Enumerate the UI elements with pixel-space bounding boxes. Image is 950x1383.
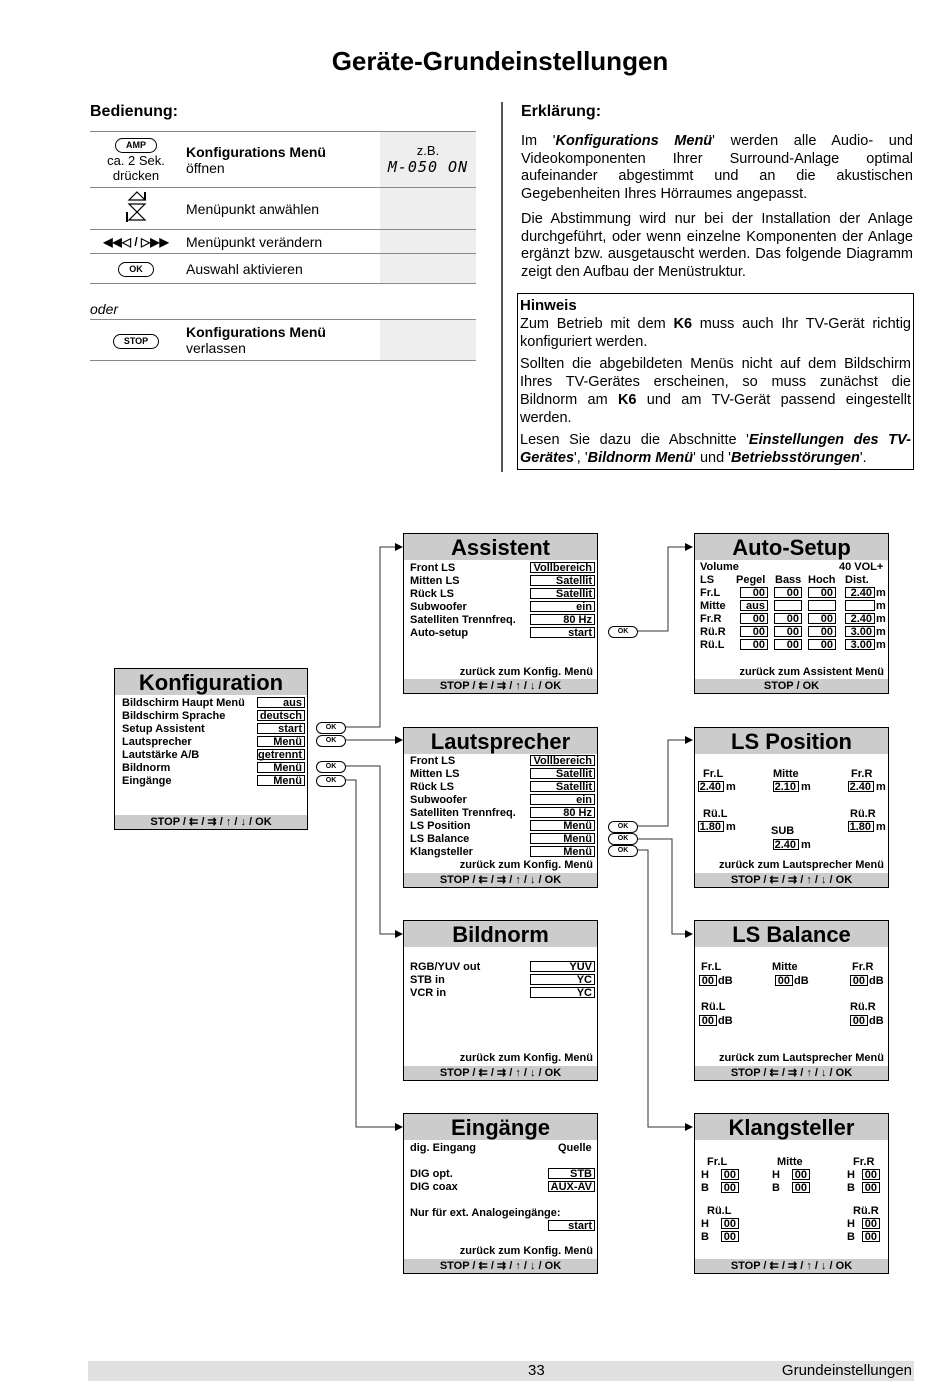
row-text: verlassen — [186, 340, 246, 356]
assistent-menu — [403, 533, 598, 694]
menu-value: 00 — [850, 975, 868, 986]
menu-value: YUV — [530, 961, 595, 972]
ok-button-icon: OK — [316, 761, 346, 773]
menu-value: start — [257, 723, 305, 734]
menu-label: SUB — [771, 825, 795, 837]
menu-label: Fr.L — [703, 768, 724, 780]
menu-value: 2.40 — [698, 781, 724, 792]
menu-label: Fr.L — [700, 587, 721, 599]
unit: dB — [794, 975, 809, 987]
menu-title: Eingänge — [404, 1114, 597, 1140]
menu-value: Satellit — [530, 588, 595, 599]
ok-button-icon: OK — [316, 775, 346, 787]
menu-title: Lautsprecher — [404, 728, 597, 754]
menu-label: Fr.L — [701, 961, 722, 973]
menu-label: Fr.R — [700, 613, 722, 625]
eingaenge-menu — [403, 1113, 598, 1274]
menu-label: VCR in — [410, 987, 447, 999]
menu-value: 00 — [740, 626, 768, 637]
menu-value: 00 — [721, 1182, 739, 1193]
menu-title: Bildnorm — [404, 921, 597, 947]
menu-label: Mitte — [777, 1156, 803, 1168]
menu-value: 00 — [862, 1218, 880, 1229]
ok-key-icon: OK — [118, 262, 154, 277]
back-link: zurück zum Konfig. Menü — [459, 666, 593, 678]
row-text-bold: Konfigurations Menü — [186, 143, 326, 160]
menu-value: AUX-AV — [548, 1181, 595, 1192]
menu-value: aus — [257, 697, 305, 708]
menu-value: YC — [530, 987, 595, 998]
menu-value: 00 — [740, 639, 768, 650]
menu-label: Bildschirm Sprache — [122, 710, 226, 722]
menu-value: Satellit — [530, 768, 595, 779]
menu-footer: STOP / ⇇ / ⇉ / ↑ / ↓ / OK — [695, 873, 888, 887]
menu-label: Mitte — [772, 961, 798, 973]
menu-label: LS Position — [410, 820, 471, 832]
menu-footer: STOP / OK — [695, 679, 888, 693]
unit: m — [801, 781, 811, 793]
menu-label: Mitten LS — [410, 575, 460, 587]
menu-value: 00 — [862, 1182, 880, 1193]
menu-label: Front LS — [410, 562, 456, 574]
menu-footer: STOP / ⇇ / ⇉ / ↑ / ↓ / OK — [404, 679, 597, 693]
text: muss auch Ihr TV-Gerät richtig konfiguriert werden. — [520, 316, 911, 350]
menu-value — [845, 600, 875, 611]
menu-label: Klangsteller — [410, 846, 473, 858]
menu-label: Rü.L — [707, 1205, 732, 1217]
menu-label: STB in — [410, 974, 445, 986]
menu-label: Quelle — [558, 1142, 592, 1154]
erklaerung-paragraph: Die Abstimmung wird nur bei der Installation der Anlage durchgeführt, oder wenn einzelne Komponenten der Anlage ergänzt bzw. ausgetauscht werden. Das folgende Diagramm zeigt den Aufbau der Menüstruktur. — [521, 211, 913, 280]
menu-label: Subwoofer — [410, 794, 467, 806]
menu-value: Satellit — [530, 575, 595, 586]
menu-footer: STOP / ⇇ / ⇉ / ↑ / ↓ / OK — [404, 1066, 597, 1080]
menu-value: 2.40 — [845, 587, 875, 598]
menu-label: Auto-setup — [410, 627, 469, 639]
menu-value: start — [530, 627, 595, 638]
col-header: LS — [700, 574, 715, 586]
menu-title: LS Position — [695, 728, 888, 754]
menu-value: Satellit — [530, 781, 595, 792]
menu-value: 2.40 — [773, 839, 799, 850]
menu-label: dig. Eingang — [410, 1142, 476, 1154]
menu-value: 00 — [808, 639, 836, 650]
unit: dB — [718, 975, 733, 987]
menu-label: Rü.R — [850, 1001, 876, 1013]
menu-label: Setup Assistent — [122, 723, 205, 735]
menu-value: 00 — [774, 587, 802, 598]
col-header: Dist. — [845, 574, 869, 586]
menu-label: DIG coax — [410, 1181, 458, 1193]
row-text-bold: Konfigurations Menü — [186, 324, 326, 340]
menu-value: 00 — [792, 1169, 810, 1180]
text-em: Betriebsstörungen — [730, 450, 860, 466]
autosetup-menu — [694, 533, 889, 694]
zb-label: z.B. — [416, 143, 440, 158]
text: Sollten die abgebildeten Menüs nicht auf dem Bildschirm Ihres TV-Gerätes erscheinen, so muss zunächst die Bildnorm am — [520, 356, 911, 408]
menu-label: B — [772, 1182, 780, 1194]
menu-title: Konfiguration — [115, 669, 307, 695]
konfiguration-menu — [114, 668, 308, 830]
menu-value: 00 — [740, 587, 768, 598]
ls-position-menu — [694, 727, 889, 888]
ok-button-icon: OK — [608, 626, 638, 638]
menu-value: Menü — [530, 820, 595, 831]
row-text: Menüpunkt anwählen — [182, 188, 380, 230]
bildnorm-menu — [403, 920, 598, 1081]
menu-value: Menü — [530, 846, 595, 857]
menu-value: 80 Hz — [530, 807, 595, 818]
menu-footer: STOP / ⇇ / ⇉ / ↑ / ↓ / OK — [695, 1259, 888, 1273]
menu-value: 00 — [808, 587, 836, 598]
row-text: Auswahl aktivieren — [182, 254, 380, 284]
menu-value: 00 — [774, 639, 802, 650]
menu-footer: STOP / ⇇ / ⇉ / ↑ / ↓ / OK — [404, 873, 597, 887]
menu-label: Subwoofer — [410, 601, 467, 613]
menu-value: 00 — [774, 613, 802, 624]
bedienung-heading: Bedienung: — [90, 103, 178, 120]
menu-label: Rü.L — [701, 1001, 726, 1013]
menu-label: Volume — [700, 561, 739, 573]
menu-value: 00 — [774, 626, 802, 637]
menu-label: Eingänge — [122, 775, 172, 787]
menu-label: Rück LS — [410, 588, 455, 600]
menu-value: 00 — [775, 975, 793, 986]
menu-label: B — [847, 1231, 855, 1243]
back-link: zurück zum Konfig. Menü — [459, 1052, 593, 1064]
menu-label: Front LS — [410, 755, 456, 767]
menu-label: Rü.R — [850, 808, 876, 820]
klangsteller-menu — [694, 1113, 889, 1274]
menu-value: STB — [548, 1168, 595, 1179]
menu-value: 1.80 — [698, 821, 724, 832]
unit: m — [876, 600, 886, 612]
menu-label: Fr.R — [853, 1156, 875, 1168]
text-bold: K6 — [673, 316, 693, 332]
menu-label: Rü.L — [703, 808, 728, 820]
display-readout: M-050 ON — [387, 158, 469, 176]
menu-label: Bildschirm Haupt Menü — [122, 697, 245, 709]
menu-value: 00 — [721, 1169, 739, 1180]
menu-value: deutsch — [257, 710, 305, 721]
page-footer — [88, 1361, 914, 1381]
menu-value: 00 — [850, 1015, 868, 1026]
back-link: zurück zum Konfig. Menü — [459, 859, 593, 871]
ok-button-icon: OK — [608, 821, 638, 833]
menu-title: LS Balance — [695, 921, 888, 947]
menu-value: getrennt — [257, 749, 305, 760]
text: '. — [859, 450, 867, 466]
text: Lesen Sie dazu die Abschnitte ' — [520, 432, 749, 448]
unit: dB — [869, 975, 884, 987]
col-header: Pegel — [736, 574, 766, 586]
text-bold: K6 — [617, 392, 637, 408]
menu-label: Mitte — [700, 600, 726, 612]
stop-key-icon: STOP — [113, 334, 159, 349]
page-title: Geräte-Grundeinstellungen — [331, 46, 669, 76]
menu-label: B — [847, 1182, 855, 1194]
page-number: 33 — [528, 1362, 545, 1379]
menu-footer: STOP / ⇇ / ⇉ / ↑ / ↓ / OK — [695, 1066, 888, 1080]
menu-value: 00 — [808, 613, 836, 624]
menu-value: Menü — [257, 762, 305, 773]
menu-label: Fr.L — [707, 1156, 728, 1168]
unit: m — [876, 639, 886, 651]
unit: m — [876, 587, 886, 599]
unit: m — [726, 821, 736, 833]
unit: m — [876, 821, 886, 833]
left-right-arrows-icon: ◀◀◁ / ▷▶▶ — [90, 230, 182, 254]
menu-value: start — [548, 1220, 595, 1231]
menu-value: aus — [740, 600, 768, 611]
ok-button-icon: OK — [316, 735, 346, 747]
menu-value: 00 — [740, 613, 768, 624]
menu-value: 2.10 — [773, 781, 799, 792]
menu-label: RGB/YUV out — [410, 961, 481, 973]
menu-title: Auto-Setup — [695, 534, 888, 560]
text-em: Bildnorm Menü — [587, 450, 694, 466]
menu-label: Mitten LS — [410, 768, 460, 780]
menu-label: Rü.R — [853, 1205, 879, 1217]
col-header: Bass — [775, 574, 802, 586]
row-text: öffnen — [186, 159, 225, 176]
text-em: Konfigurations Menü — [555, 133, 713, 149]
text: ' und ' — [693, 450, 731, 466]
menu-label: H — [847, 1169, 855, 1181]
menu-value — [808, 600, 836, 611]
menu-value: YC — [530, 974, 595, 985]
unit: dB — [869, 1015, 884, 1027]
oder-label: oder — [90, 301, 119, 317]
menu-label: Lautsprecher — [122, 736, 192, 748]
unit: m — [726, 781, 736, 793]
menu-label: Rück LS — [410, 781, 455, 793]
back-link: zurück zum Lautsprecher Menü — [718, 1052, 884, 1064]
erklaerung-heading: Erklärung: — [521, 103, 602, 120]
menu-label: Rü.R — [700, 626, 726, 638]
menu-label: Satelliten Trennfreq. — [410, 807, 516, 819]
menu-value: 00 — [792, 1182, 810, 1193]
text: ', ' — [574, 450, 588, 466]
unit: m — [876, 626, 886, 638]
menu-value: ein — [530, 601, 595, 612]
menu-value: 00 — [721, 1218, 739, 1229]
menu-value: 80 Hz — [530, 614, 595, 625]
menu-value: 2.40 — [845, 613, 875, 624]
menu-title: Klangsteller — [695, 1114, 888, 1140]
text: Im ' — [521, 133, 556, 149]
menu-value: Menü — [257, 736, 305, 747]
ok-button-icon: OK — [608, 833, 638, 845]
menu-value: 00 — [721, 1231, 739, 1242]
menu-label: Lautstärke A/B — [122, 749, 200, 761]
menu-value: 3.00 — [845, 626, 875, 637]
menu-value: Menü — [530, 833, 595, 844]
menu-value: 1.80 — [848, 821, 874, 832]
hinweis-title: Hinweis — [520, 297, 577, 314]
menu-label: H — [701, 1218, 709, 1230]
ok-button-icon: OK — [608, 845, 638, 857]
menu-label: H — [847, 1218, 855, 1230]
menu-label: LS Balance — [410, 833, 470, 845]
menu-value: 00 — [862, 1231, 880, 1242]
menu-footer: STOP / ⇇ / ⇉ / ↑ / ↓ / OK — [115, 815, 307, 829]
menu-value: 00 — [699, 975, 717, 986]
unit: m — [876, 613, 886, 625]
menu-value: 3.00 — [845, 639, 875, 650]
menu-label: B — [701, 1182, 709, 1194]
back-link: zurück zum Assistent Menü — [739, 666, 884, 678]
menu-label: DIG opt. — [410, 1168, 453, 1180]
menu-label: Rü.L — [700, 639, 725, 651]
menu-label: Nur für ext. Analogeingänge: — [410, 1207, 561, 1219]
amp-key-icon: AMP — [115, 138, 157, 153]
menu-value: ein — [530, 794, 595, 805]
menu-label: Bildnorm — [122, 762, 171, 774]
menu-value: 00 — [808, 626, 836, 637]
menu-footer: STOP / ⇇ / ⇉ / ↑ / ↓ / OK — [404, 1259, 597, 1273]
text: ' werden alle Audio- und Videokomponenten Ihrer Surround-Anlage optimal aufeinander abgestimmt und an die akustischen Gegebenheiten Ihres Hörraumes angepasst. — [521, 133, 913, 202]
unit: m — [876, 781, 886, 793]
menu-value — [774, 600, 802, 611]
text: und am TV-Gerät passend eingestellt werden. — [520, 392, 911, 426]
menu-label: Satelliten Trennfreq. — [410, 614, 516, 626]
key-note: ca. 2 Sek. drücken — [107, 153, 165, 183]
menu-value: 00 — [699, 1015, 717, 1026]
back-link: zurück zum Lautsprecher Menü — [718, 859, 884, 871]
menu-value: Menü — [257, 775, 305, 786]
menu-label: B — [701, 1231, 709, 1243]
ls-balance-menu — [694, 920, 889, 1081]
lautsprecher-menu — [403, 727, 598, 888]
menu-value: Vollbereich — [530, 755, 595, 766]
ok-button-icon: OK — [316, 722, 346, 734]
footer-section: Grundeinstellungen — [781, 1362, 912, 1379]
menu-label: H — [772, 1169, 780, 1181]
text: Zum Betrieb mit dem — [520, 316, 674, 332]
menu-label: Mitte — [773, 768, 799, 780]
unit: dB — [718, 1015, 733, 1027]
menu-label: Fr.R — [852, 961, 874, 973]
menu-label: Fr.R — [851, 768, 873, 780]
menu-label: H — [701, 1169, 709, 1181]
row-text: Menüpunkt verändern — [182, 230, 380, 254]
volume-value: 40 VOL+ — [839, 561, 884, 573]
menu-value: 2.40 — [848, 781, 874, 792]
col-header: Hoch — [808, 574, 836, 586]
menu-value: Vollbereich — [530, 562, 595, 573]
text-em: Einstellungen des TV-Gerätes — [520, 432, 911, 466]
back-link: zurück zum Konfig. Menü — [459, 1245, 593, 1257]
menu-title: Assistent — [404, 534, 597, 560]
menu-value: 00 — [862, 1169, 880, 1180]
unit: m — [801, 839, 811, 851]
